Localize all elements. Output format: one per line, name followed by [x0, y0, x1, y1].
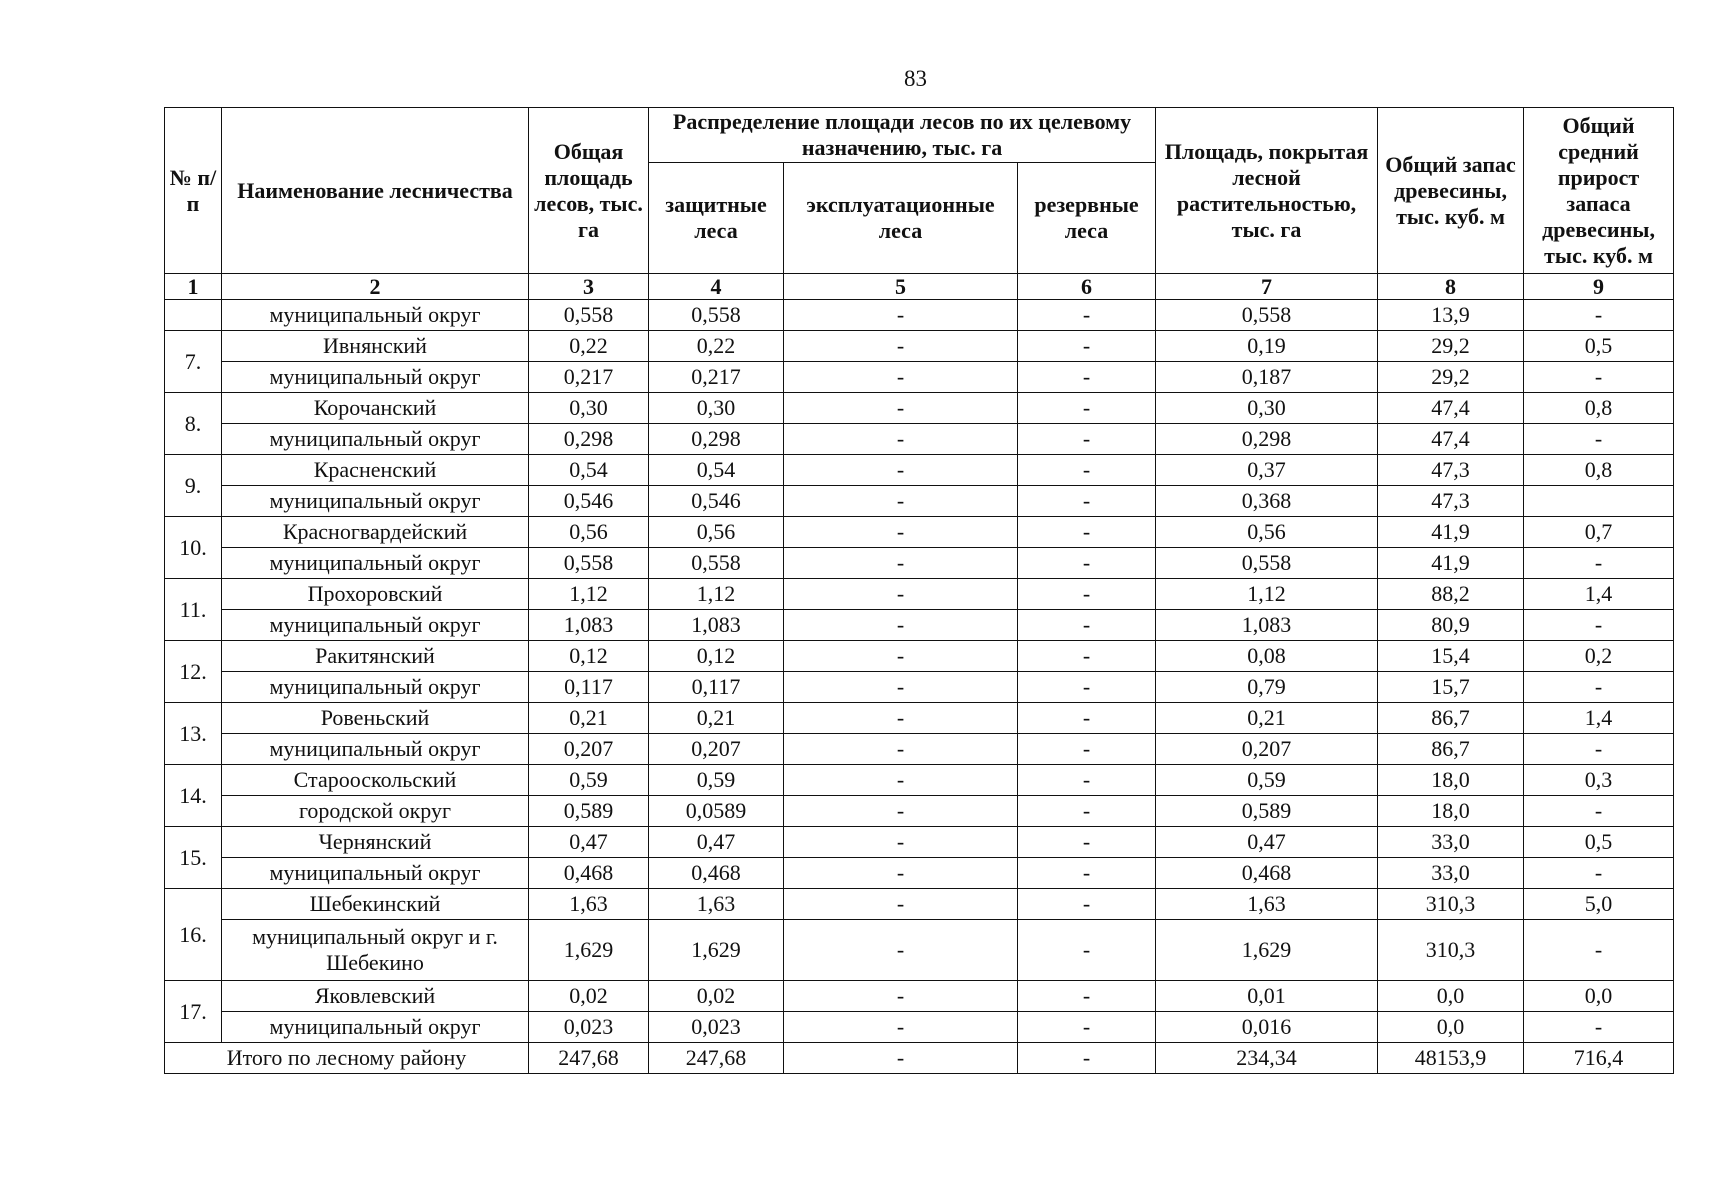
cell-reserve: - — [1018, 827, 1156, 858]
total-cell-reserve: - — [1018, 1043, 1156, 1074]
cell-stock: 47,4 — [1378, 424, 1524, 455]
cell-total-area: 0,30 — [529, 393, 649, 424]
table-row — [165, 331, 1674, 362]
cell-reserve: - — [1018, 393, 1156, 424]
cell-exploitation: - — [784, 734, 1018, 765]
table-row — [165, 981, 1674, 1012]
cell-reserve: - — [1018, 548, 1156, 579]
cell-growth: - — [1524, 548, 1674, 579]
cell-total-area: 0,207 — [529, 734, 649, 765]
forestry-name: Яковлевский — [222, 981, 529, 1012]
cell-exploitation: - — [784, 981, 1018, 1012]
cell-reserve: - — [1018, 424, 1156, 455]
cell-protective: 0,54 — [649, 455, 784, 486]
row-number-cell — [165, 300, 222, 331]
header-total-area: Общая площадь лесов, тыс. га — [529, 108, 649, 274]
cell-total-area: 0,023 — [529, 1012, 649, 1043]
table-row — [165, 424, 1674, 455]
forestry-name: муниципальный округ — [222, 300, 529, 331]
cell-protective: 0,0589 — [649, 796, 784, 827]
table-row — [165, 858, 1674, 889]
table-row — [165, 517, 1674, 548]
cell-growth — [1524, 486, 1674, 517]
cell-covered-area: 0,79 — [1156, 672, 1378, 703]
total-cell-growth: 716,4 — [1524, 1043, 1674, 1074]
column-number: 7 — [1156, 274, 1378, 300]
cell-total-area: 0,12 — [529, 641, 649, 672]
column-number-row — [165, 274, 1674, 300]
cell-protective: 0,47 — [649, 827, 784, 858]
cell-stock: 15,4 — [1378, 641, 1524, 672]
cell-total-area: 0,117 — [529, 672, 649, 703]
cell-stock: 18,0 — [1378, 765, 1524, 796]
cell-covered-area: 0,21 — [1156, 703, 1378, 734]
cell-covered-area: 0,37 — [1156, 455, 1378, 486]
cell-reserve: - — [1018, 672, 1156, 703]
cell-covered-area: 0,558 — [1156, 300, 1378, 331]
table-row — [165, 889, 1674, 920]
cell-reserve: - — [1018, 858, 1156, 889]
cell-protective: 0,558 — [649, 548, 784, 579]
table-body — [165, 300, 1674, 1074]
cell-covered-area: 0,558 — [1156, 548, 1378, 579]
cell-protective: 1,083 — [649, 610, 784, 641]
table-row — [165, 765, 1674, 796]
cell-reserve: - — [1018, 765, 1156, 796]
total-cell-total-area: 247,68 — [529, 1043, 649, 1074]
forestry-name: муниципальный округ — [222, 1012, 529, 1043]
cell-covered-area: 0,207 — [1156, 734, 1378, 765]
forestry-name: муниципальный округ — [222, 610, 529, 641]
cell-total-area: 0,54 — [529, 455, 649, 486]
cell-protective: 0,30 — [649, 393, 784, 424]
cell-reserve: - — [1018, 703, 1156, 734]
cell-stock: 33,0 — [1378, 827, 1524, 858]
table-row — [165, 548, 1674, 579]
cell-total-area: 0,02 — [529, 981, 649, 1012]
cell-stock: 41,9 — [1378, 548, 1524, 579]
cell-exploitation: - — [784, 827, 1018, 858]
row-number: 8. — [165, 393, 222, 455]
cell-covered-area: 1,63 — [1156, 889, 1378, 920]
header-protective: защитные леса — [649, 163, 784, 274]
row-number: 9. — [165, 455, 222, 517]
cell-reserve: - — [1018, 1012, 1156, 1043]
cell-reserve: - — [1018, 641, 1156, 672]
forestry-name: Шебекинский — [222, 889, 529, 920]
cell-protective: 0,207 — [649, 734, 784, 765]
cell-covered-area: 0,01 — [1156, 981, 1378, 1012]
cell-exploitation: - — [784, 455, 1018, 486]
cell-covered-area: 1,083 — [1156, 610, 1378, 641]
cell-covered-area: 0,298 — [1156, 424, 1378, 455]
header-name: Наименование лесничества — [222, 108, 529, 274]
cell-total-area: 0,558 — [529, 548, 649, 579]
cell-exploitation: - — [784, 920, 1018, 981]
row-number: 12. — [165, 641, 222, 703]
cell-exploitation: - — [784, 579, 1018, 610]
cell-reserve: - — [1018, 981, 1156, 1012]
cell-covered-area: 0,016 — [1156, 1012, 1378, 1043]
cell-growth: 0,8 — [1524, 455, 1674, 486]
table-row — [165, 641, 1674, 672]
cell-stock: 15,7 — [1378, 672, 1524, 703]
cell-total-area: 1,629 — [529, 920, 649, 981]
forestry-name: муниципальный округ и г. Шебекино — [222, 920, 529, 981]
forestry-name: Красногвардейский — [222, 517, 529, 548]
cell-total-area: 0,298 — [529, 424, 649, 455]
table-row — [165, 362, 1674, 393]
table-row — [165, 703, 1674, 734]
column-number: 9 — [1524, 274, 1674, 300]
header-exploitation: эксплуатационные леса — [784, 163, 1018, 274]
cell-protective: 0,12 — [649, 641, 784, 672]
cell-reserve: - — [1018, 889, 1156, 920]
cell-growth: 0,5 — [1524, 827, 1674, 858]
forestry-name: городской округ — [222, 796, 529, 827]
cell-protective: 0,21 — [649, 703, 784, 734]
forestry-name: муниципальный округ — [222, 548, 529, 579]
row-number: 13. — [165, 703, 222, 765]
header-reserve: резервные леса — [1018, 163, 1156, 274]
page-number: 83 — [904, 66, 927, 91]
header-distribution: Распределение площади лесов по их целевому назначению, тыс. га — [649, 108, 1156, 163]
cell-total-area: 0,589 — [529, 796, 649, 827]
cell-protective: 0,02 — [649, 981, 784, 1012]
forestry-name: муниципальный округ — [222, 734, 529, 765]
cell-total-area: 0,217 — [529, 362, 649, 393]
cell-growth: - — [1524, 920, 1674, 981]
table-row — [165, 920, 1674, 981]
cell-growth: - — [1524, 610, 1674, 641]
cell-covered-area: 1,12 — [1156, 579, 1378, 610]
column-number: 3 — [529, 274, 649, 300]
cell-stock: 0,0 — [1378, 981, 1524, 1012]
column-number: 8 — [1378, 274, 1524, 300]
cell-total-area: 0,546 — [529, 486, 649, 517]
cell-total-area: 0,47 — [529, 827, 649, 858]
table-row — [165, 1012, 1674, 1043]
cell-protective: 1,12 — [649, 579, 784, 610]
row-number: 11. — [165, 579, 222, 641]
cell-protective: 0,546 — [649, 486, 784, 517]
forestry-name: муниципальный округ — [222, 858, 529, 889]
cell-exploitation: - — [784, 1012, 1018, 1043]
cell-covered-area: 0,187 — [1156, 362, 1378, 393]
forestry-name: Ровеньский — [222, 703, 529, 734]
cell-reserve: - — [1018, 734, 1156, 765]
cell-total-area: 1,63 — [529, 889, 649, 920]
cell-protective: 0,59 — [649, 765, 784, 796]
cell-stock: 86,7 — [1378, 734, 1524, 765]
cell-covered-area: 1,629 — [1156, 920, 1378, 981]
cell-reserve: - — [1018, 610, 1156, 641]
total-label: Итого по лесному району — [165, 1043, 529, 1074]
cell-stock: 47,3 — [1378, 486, 1524, 517]
cell-exploitation: - — [784, 610, 1018, 641]
cell-covered-area: 0,19 — [1156, 331, 1378, 362]
forestry-name: муниципальный округ — [222, 362, 529, 393]
header-growth: Общий средний прирост запаса древесины, тыс. куб. м — [1524, 108, 1674, 274]
cell-growth: 0,0 — [1524, 981, 1674, 1012]
row-number: 15. — [165, 827, 222, 889]
cell-reserve: - — [1018, 455, 1156, 486]
cell-exploitation: - — [784, 424, 1018, 455]
cell-stock: 13,9 — [1378, 300, 1524, 331]
cell-growth: - — [1524, 424, 1674, 455]
cell-exploitation: - — [784, 703, 1018, 734]
forest-distribution-table — [164, 107, 1674, 1074]
cell-stock: 29,2 — [1378, 362, 1524, 393]
column-number: 2 — [222, 274, 529, 300]
row-number: 17. — [165, 981, 222, 1043]
cell-exploitation: - — [784, 641, 1018, 672]
forestry-name: Прохоровский — [222, 579, 529, 610]
forestry-name: Ракитянский — [222, 641, 529, 672]
header-num: № п/п — [165, 108, 222, 274]
cell-exploitation: - — [784, 300, 1018, 331]
cell-growth: 0,5 — [1524, 331, 1674, 362]
table-row — [165, 610, 1674, 641]
cell-stock: 29,2 — [1378, 331, 1524, 362]
column-number: 1 — [165, 274, 222, 300]
cell-protective: 0,298 — [649, 424, 784, 455]
cell-exploitation: - — [784, 858, 1018, 889]
header-stock: Общий запас древесины, тыс. куб. м — [1378, 108, 1524, 274]
cell-exploitation: - — [784, 331, 1018, 362]
cell-stock: 41,9 — [1378, 517, 1524, 548]
cell-stock: 310,3 — [1378, 920, 1524, 981]
forestry-name: Красненский — [222, 455, 529, 486]
cell-stock: 0,0 — [1378, 1012, 1524, 1043]
forestry-name: Корочанский — [222, 393, 529, 424]
forestry-name: Ивнянский — [222, 331, 529, 362]
cell-total-area: 1,12 — [529, 579, 649, 610]
column-number: 4 — [649, 274, 784, 300]
cell-stock: 80,9 — [1378, 610, 1524, 641]
cell-protective: 1,63 — [649, 889, 784, 920]
cell-growth: - — [1524, 362, 1674, 393]
cell-covered-area: 0,47 — [1156, 827, 1378, 858]
cell-growth: - — [1524, 672, 1674, 703]
table-row — [165, 393, 1674, 424]
cell-growth: 0,8 — [1524, 393, 1674, 424]
cell-exploitation: - — [784, 362, 1018, 393]
cell-covered-area: 0,56 — [1156, 517, 1378, 548]
column-number: 6 — [1018, 274, 1156, 300]
table-row — [165, 672, 1674, 703]
table-row — [165, 455, 1674, 486]
cell-growth: - — [1524, 300, 1674, 331]
cell-total-area: 0,468 — [529, 858, 649, 889]
row-number: 16. — [165, 889, 222, 981]
cell-exploitation: - — [784, 548, 1018, 579]
cell-total-area: 0,558 — [529, 300, 649, 331]
cell-exploitation: - — [784, 672, 1018, 703]
cell-protective: 0,117 — [649, 672, 784, 703]
cell-covered-area: 0,468 — [1156, 858, 1378, 889]
cell-growth: 1,4 — [1524, 579, 1674, 610]
cell-covered-area: 0,59 — [1156, 765, 1378, 796]
cell-covered-area: 0,30 — [1156, 393, 1378, 424]
row-number: 7. — [165, 331, 222, 393]
forestry-name: Старооскольский — [222, 765, 529, 796]
cell-reserve: - — [1018, 362, 1156, 393]
table-row — [165, 579, 1674, 610]
header-covered-area: Площадь, покрытая лесной растительностью, тыс. га — [1156, 108, 1378, 274]
cell-growth: 0,7 — [1524, 517, 1674, 548]
cell-protective: 0,468 — [649, 858, 784, 889]
cell-exploitation: - — [784, 517, 1018, 548]
cell-total-area: 1,083 — [529, 610, 649, 641]
forestry-name: муниципальный округ — [222, 486, 529, 517]
cell-total-area: 0,59 — [529, 765, 649, 796]
cell-reserve: - — [1018, 920, 1156, 981]
total-row — [165, 1043, 1674, 1074]
table-row — [165, 827, 1674, 858]
total-cell-covered-area: 234,34 — [1156, 1043, 1378, 1074]
cell-growth: 1,4 — [1524, 703, 1674, 734]
cell-stock: 86,7 — [1378, 703, 1524, 734]
table-row — [165, 796, 1674, 827]
cell-reserve: - — [1018, 331, 1156, 362]
total-cell-exploitation: - — [784, 1043, 1018, 1074]
total-cell-stock: 48153,9 — [1378, 1043, 1524, 1074]
cell-stock: 310,3 — [1378, 889, 1524, 920]
cell-protective: 0,56 — [649, 517, 784, 548]
cell-protective: 0,558 — [649, 300, 784, 331]
forestry-name: муниципальный округ — [222, 672, 529, 703]
cell-growth: - — [1524, 734, 1674, 765]
total-cell-protective: 247,68 — [649, 1043, 784, 1074]
row-number: 14. — [165, 765, 222, 827]
cell-reserve: - — [1018, 300, 1156, 331]
cell-reserve: - — [1018, 517, 1156, 548]
cell-protective: 0,22 — [649, 331, 784, 362]
cell-total-area: 0,21 — [529, 703, 649, 734]
column-number: 5 — [784, 274, 1018, 300]
cell-growth: 5,0 — [1524, 889, 1674, 920]
cell-stock: 18,0 — [1378, 796, 1524, 827]
cell-exploitation: - — [784, 486, 1018, 517]
cell-stock: 47,3 — [1378, 455, 1524, 486]
cell-covered-area: 0,589 — [1156, 796, 1378, 827]
cell-growth: - — [1524, 858, 1674, 889]
cell-stock: 88,2 — [1378, 579, 1524, 610]
cell-growth: 0,3 — [1524, 765, 1674, 796]
cell-stock: 47,4 — [1378, 393, 1524, 424]
cell-reserve: - — [1018, 579, 1156, 610]
cell-exploitation: - — [784, 393, 1018, 424]
cell-growth: 0,2 — [1524, 641, 1674, 672]
cell-total-area: 0,56 — [529, 517, 649, 548]
cell-exploitation: - — [784, 765, 1018, 796]
cell-protective: 1,629 — [649, 920, 784, 981]
cell-stock: 33,0 — [1378, 858, 1524, 889]
forestry-name: Чернянский — [222, 827, 529, 858]
cell-protective: 0,023 — [649, 1012, 784, 1043]
cell-covered-area: 0,368 — [1156, 486, 1378, 517]
row-number: 10. — [165, 517, 222, 579]
forestry-name: муниципальный округ — [222, 424, 529, 455]
cell-exploitation: - — [784, 796, 1018, 827]
table-row — [165, 300, 1674, 331]
cell-reserve: - — [1018, 486, 1156, 517]
table-row — [165, 734, 1674, 765]
cell-covered-area: 0,08 — [1156, 641, 1378, 672]
cell-growth: - — [1524, 1012, 1674, 1043]
cell-total-area: 0,22 — [529, 331, 649, 362]
cell-reserve: - — [1018, 796, 1156, 827]
table-row — [165, 486, 1674, 517]
cell-growth: - — [1524, 796, 1674, 827]
cell-protective: 0,217 — [649, 362, 784, 393]
cell-exploitation: - — [784, 889, 1018, 920]
